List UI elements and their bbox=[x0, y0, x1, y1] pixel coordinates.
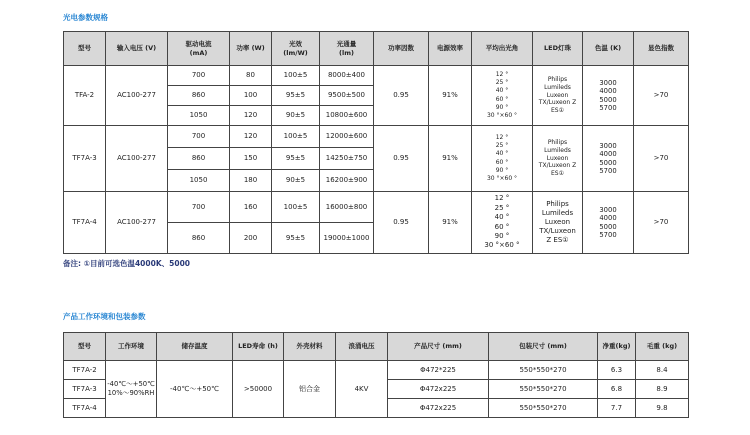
flux-cell: 14250±750 bbox=[320, 148, 374, 170]
env-header-size: 产品尺寸 (mm) bbox=[388, 333, 489, 361]
env-header-storage: 储存温度 bbox=[157, 333, 233, 361]
power-cell: 120 bbox=[230, 106, 272, 126]
flux-cell: 8000±400 bbox=[320, 66, 374, 86]
env-header-net: 净重(kg) bbox=[598, 333, 636, 361]
gross-cell: 8.9 bbox=[636, 380, 689, 399]
efficacy-cell: 95±5 bbox=[272, 86, 320, 106]
voltage-cell: AC100-277 bbox=[106, 192, 168, 254]
flux-cell: 19000±1000 bbox=[320, 223, 374, 254]
power-cell: 180 bbox=[230, 170, 272, 192]
net-cell: 6.3 bbox=[598, 361, 636, 380]
power-cell: 120 bbox=[230, 126, 272, 148]
efficacy-cell: 90±5 bbox=[272, 170, 320, 192]
model-cell: TF7A-3 bbox=[64, 126, 106, 192]
header-psu-efficiency: 电源效率 bbox=[429, 32, 472, 66]
led-cell: Philips Lumileds Luxeon TX/Luxeon Z ES① bbox=[533, 66, 583, 126]
net-cell: 6.8 bbox=[598, 380, 636, 399]
environment-table bbox=[63, 332, 689, 418]
env-header-gross: 毛重 (kg) bbox=[636, 333, 689, 361]
env-model-cell: TF7A-4 bbox=[64, 399, 106, 418]
header-efficacy: 光效 (lm/W) bbox=[272, 32, 320, 66]
cri-cell: >70 bbox=[634, 192, 689, 254]
current-cell: 700 bbox=[168, 192, 230, 223]
current-cell: 700 bbox=[168, 66, 230, 86]
storage-cell: -40℃～+50℃ bbox=[157, 361, 233, 418]
pf-cell: 0.95 bbox=[374, 66, 429, 126]
table-row bbox=[64, 126, 689, 148]
eff-cell: 91% bbox=[429, 66, 472, 126]
env-header-model: 型号 bbox=[64, 333, 106, 361]
current-cell: 860 bbox=[168, 148, 230, 170]
voltage-cell: AC100-277 bbox=[106, 66, 168, 126]
header-cct: 色温 (K) bbox=[583, 32, 634, 66]
flux-cell: 12000±600 bbox=[320, 126, 374, 148]
env-header-material: 外壳材料 bbox=[284, 333, 336, 361]
life-cell: >50000 bbox=[233, 361, 284, 418]
cri-cell: >70 bbox=[634, 66, 689, 126]
power-cell: 150 bbox=[230, 148, 272, 170]
env-header-environment: 工作环境 bbox=[106, 333, 157, 361]
eff-cell: 91% bbox=[429, 126, 472, 192]
env-model-cell: TF7A-3 bbox=[64, 380, 106, 399]
angle-cell: 12 ° 25 ° 40 ° 60 ° 90 ° 30 °×60 ° bbox=[472, 192, 533, 254]
cct-cell: 3000 4000 5000 5700 bbox=[583, 192, 634, 254]
efficacy-cell: 95±5 bbox=[272, 223, 320, 254]
size-cell: Φ472*225 bbox=[388, 361, 489, 380]
current-cell: 1050 bbox=[168, 170, 230, 192]
optical-header-row bbox=[64, 32, 689, 66]
power-cell: 100 bbox=[230, 86, 272, 106]
footnote: 备注: ①目前可选色温4000K、5000 bbox=[63, 259, 191, 268]
header-current: 驱动电流 (mA) bbox=[168, 32, 230, 66]
current-cell: 700 bbox=[168, 126, 230, 148]
eff-cell: 91% bbox=[429, 192, 472, 254]
pack-cell: 550*550*270 bbox=[489, 380, 598, 399]
pf-cell: 0.95 bbox=[374, 192, 429, 254]
cct-cell: 3000 4000 5000 5700 bbox=[583, 126, 634, 192]
voltage-cell: AC100-277 bbox=[106, 126, 168, 192]
header-power: 功率 (W) bbox=[230, 32, 272, 66]
net-cell: 7.7 bbox=[598, 399, 636, 418]
efficacy-cell: 100±5 bbox=[272, 192, 320, 223]
led-cell: Philips Lumileds Luxeon TX/Luxeon Z ES① bbox=[533, 126, 583, 192]
header-cri: 显色指数 bbox=[634, 32, 689, 66]
pack-cell: 550*550*270 bbox=[489, 361, 598, 380]
header-led: LED灯珠 bbox=[533, 32, 583, 66]
table-row bbox=[64, 66, 689, 86]
gross-cell: 9.8 bbox=[636, 399, 689, 418]
efficacy-cell: 100±5 bbox=[272, 126, 320, 148]
header-beam-angle: 平均出光角 bbox=[472, 32, 533, 66]
flux-cell: 16200±900 bbox=[320, 170, 374, 192]
power-cell: 160 bbox=[230, 192, 272, 223]
section-title-optical: 光电参数规格 bbox=[63, 13, 108, 22]
angle-cell: 12 ° 25 ° 40 ° 60 ° 90 ° 30 °×60 ° bbox=[472, 126, 533, 192]
flux-cell: 9500±500 bbox=[320, 86, 374, 106]
cct-cell: 3000 4000 5000 5700 bbox=[583, 66, 634, 126]
current-cell: 860 bbox=[168, 86, 230, 106]
env-header-pack: 包装尺寸 (mm) bbox=[489, 333, 598, 361]
header-power-factor: 功率因数 bbox=[374, 32, 429, 66]
surge-cell: 4KV bbox=[336, 361, 388, 418]
table-row bbox=[64, 361, 689, 380]
environment-header-row bbox=[64, 333, 689, 361]
material-cell: 铝合金 bbox=[284, 361, 336, 418]
efficacy-cell: 100±5 bbox=[272, 66, 320, 86]
power-cell: 80 bbox=[230, 66, 272, 86]
angle-cell: 12 ° 25 ° 40 ° 60 ° 90 ° 30 °×60 ° bbox=[472, 66, 533, 126]
env-model-cell: TF7A-2 bbox=[64, 361, 106, 380]
env-header-life: LED寿命 (h) bbox=[233, 333, 284, 361]
efficacy-cell: 95±5 bbox=[272, 148, 320, 170]
header-flux: 光通量 (lm) bbox=[320, 32, 374, 66]
env-cell: -40℃～+50℃ 10%～90%RH bbox=[106, 361, 157, 418]
env-header-surge: 浪涌电压 bbox=[336, 333, 388, 361]
section-title-environment: 产品工作环境和包装参数 bbox=[63, 312, 146, 321]
size-cell: Φ472x225 bbox=[388, 380, 489, 399]
efficacy-cell: 90±5 bbox=[272, 106, 320, 126]
header-model: 型号 bbox=[64, 32, 106, 66]
flux-cell: 10800±600 bbox=[320, 106, 374, 126]
header-voltage: 输入电压 (V) bbox=[106, 32, 168, 66]
table-row bbox=[64, 192, 689, 223]
current-cell: 1050 bbox=[168, 106, 230, 126]
optical-spec-table bbox=[63, 31, 689, 254]
pf-cell: 0.95 bbox=[374, 126, 429, 192]
pack-cell: 550*550*270 bbox=[489, 399, 598, 418]
flux-cell: 16000±800 bbox=[320, 192, 374, 223]
cri-cell: >70 bbox=[634, 126, 689, 192]
size-cell: Φ472x225 bbox=[388, 399, 489, 418]
power-cell: 200 bbox=[230, 223, 272, 254]
current-cell: 860 bbox=[168, 223, 230, 254]
model-cell: TFA-2 bbox=[64, 66, 106, 126]
led-cell: Philips Lumileds Luxeon TX/Luxeon Z ES① bbox=[533, 192, 583, 254]
gross-cell: 8.4 bbox=[636, 361, 689, 380]
model-cell: TF7A-4 bbox=[64, 192, 106, 254]
